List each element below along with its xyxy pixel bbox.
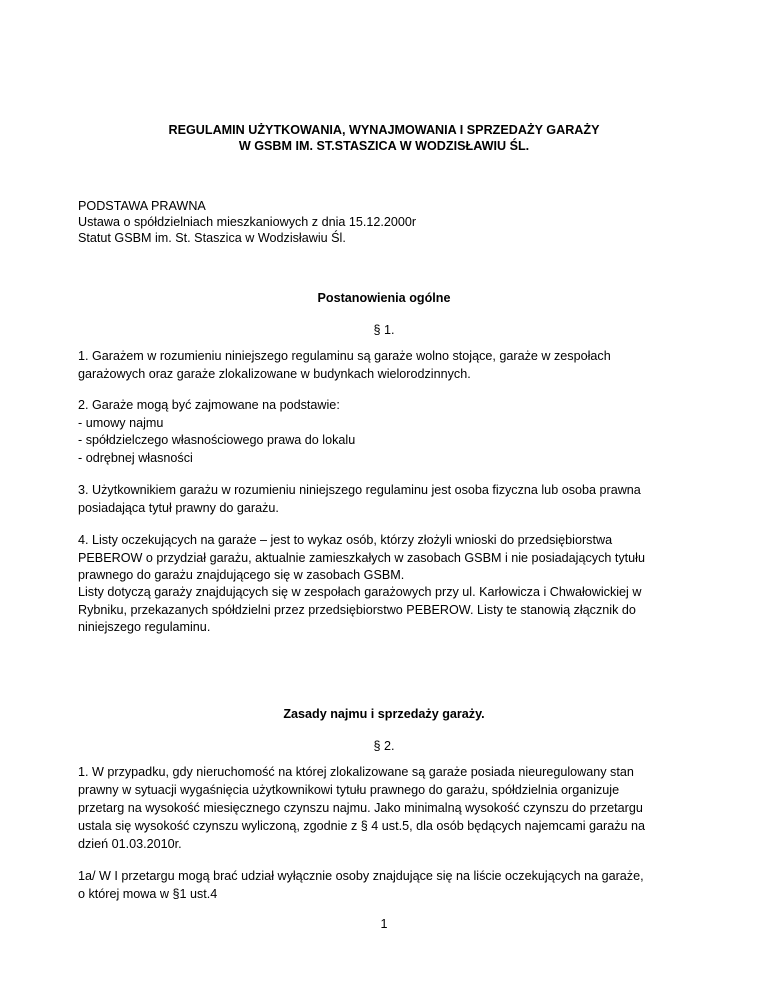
document-title-line-2: W GSBM IM. ST.STASZICA W WODZISŁAWIU ŚL. [238, 139, 530, 153]
section-2-point-1-line: dzień 01.03.2010r. [78, 837, 182, 851]
legal-basis-heading: PODSTAWA PRAWNA [78, 199, 206, 213]
section-2-point-1-line: prawny w sytuacji wygaśnięcia użytkownikowi tytułu prawnego do garażu, spółdzielnia organizuje [78, 783, 620, 797]
section-1-point-4-line: PEBEROW o przydział garażu, aktualnie zamieszkałych w zasobach GSBM i nie posiadających tytułu [78, 551, 645, 565]
section-1-point-4-line: 4. Listy oczekujących na garaże – jest to wykaz osób, którzy złożyli wnioski do przedsiębiorstwa [78, 533, 613, 547]
document-title-line-1: REGULAMIN UŻYTKOWANIA, WYNAJMOWANIA I SPRZEDAŻY GARAŻY [168, 123, 600, 137]
section-1-point-2-list-item: - odrębnej własności [78, 451, 193, 465]
page-number: 1 [380, 917, 388, 931]
section-1-point-3-line: posiadająca tytuł prawny do garażu. [78, 501, 279, 515]
section-1-point-2-list-item: - spółdzielczego własnościowego prawa do lokalu [78, 433, 356, 447]
section-1-point-4-line: Rybniku, przekazanych spółdzielni przez przedsiębiorstwo PEBEROW. Listy te stanowią złącznik do [78, 603, 636, 617]
legal-basis-item: Statut GSBM im. St. Staszica w Wodzisławiu Śl. [78, 231, 346, 245]
section-1-point-3-line: 3. Użytkownikiem garażu w rozumieniu niniejszego regulaminu jest osoba fizyczna lub osoba prawna [78, 483, 641, 497]
section-1-point-1-line: garażowych oraz garaże zlokalizowane w budynkach wielorodzinnych. [78, 367, 471, 381]
section-1-point-4-line: niniejszego regulaminu. [78, 620, 211, 634]
section-2-point-1-line: ustala się wysokość czynszu wyliczoną, zgodnie z § 4 ust.5, dla osób będących najemcami garażu na [78, 819, 646, 833]
section-1-point-4-line: prawnego do garażu znajdującego się w zasobach GSBM. [78, 568, 405, 582]
section-2-heading: Zasady najmu i sprzedaży garaży. [283, 707, 485, 721]
section-1-paragraph-mark: § 1. [373, 323, 395, 337]
section-1-heading: Postanowienia ogólne [317, 291, 451, 305]
section-1-point-2-list-item: - umowy najmu [78, 416, 164, 430]
section-1-point-1-line: 1. Garażem w rozumieniu niniejszego regulaminu są garaże wolno stojące, garaże w zespołach [78, 349, 611, 363]
section-2-point-1-line: 1. W przypadku, gdy nieruchomość na której zlokalizowane są garaże posiada nieuregulowany stan [78, 765, 634, 779]
legal-basis-item: Ustawa o spółdzielniach mieszkaniowych z dnia 15.12.2000r [78, 215, 417, 229]
section-1-point-2-line: 2. Garaże mogą być zajmowane na podstawie: [78, 398, 340, 412]
section-2-point-1a-line: 1a/ W I przetargu mogą brać udział wyłącznie osoby znajdujące się na liście oczekujących na garaże, [78, 869, 644, 883]
section-2-paragraph-mark: § 2. [373, 739, 395, 753]
section-1-point-4-line: Listy dotyczą garaży znajdujących się w zespołach garażowych przy ul. Karłowicza i Chwałowickiej w [78, 585, 642, 599]
section-2-point-1-line: przetarg na wysokość miesięcznego czynszu najmu. Jako minimalną wysokość czynszu do przetargu [78, 801, 643, 815]
section-2-point-1a-line: o której mowa w §1 ust.4 [78, 887, 218, 901]
